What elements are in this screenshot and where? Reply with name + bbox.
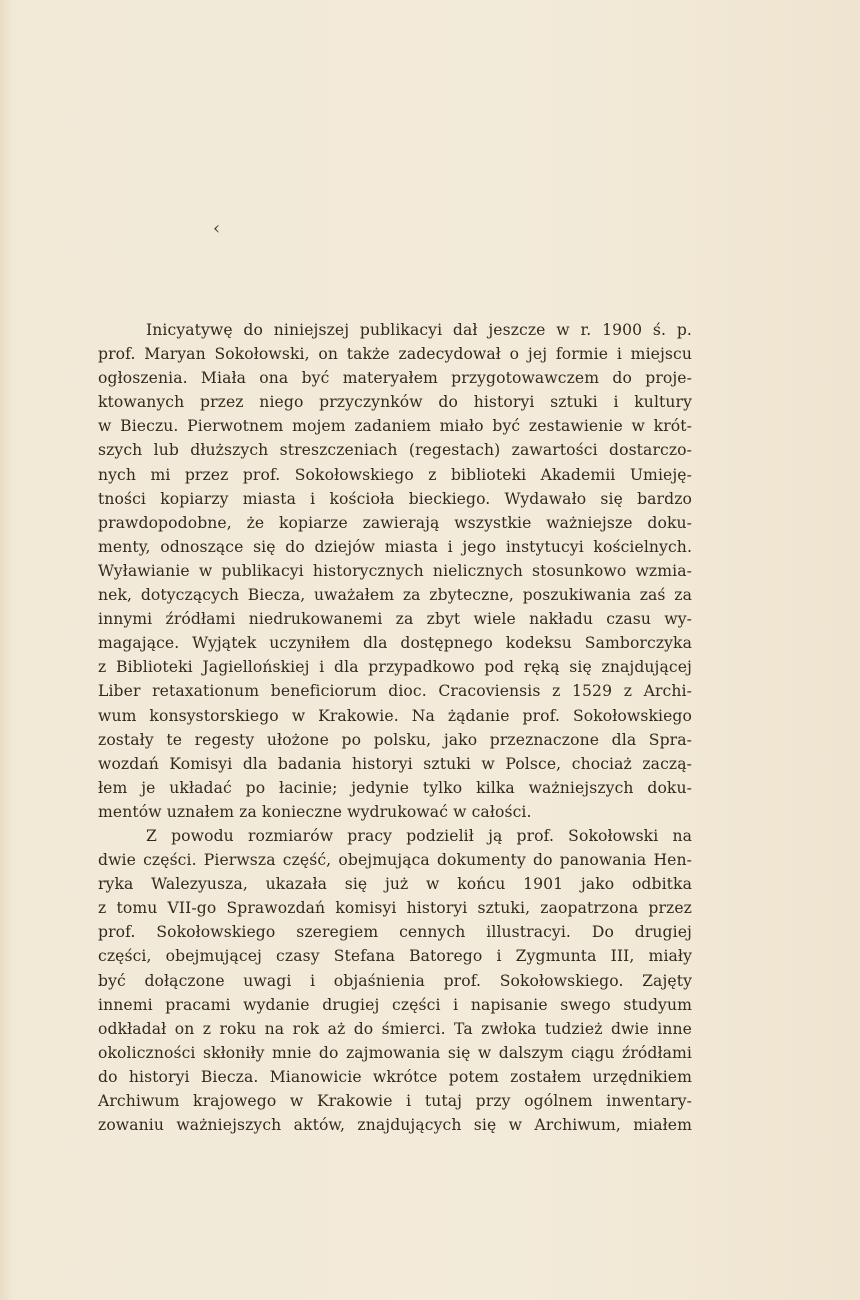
text-line: prawdopodobne, że kopiarze zawierają wszystkie ważniejsze doku- <box>98 513 692 532</box>
text-line: Liber retaxationum beneficiorum dioc. Cracoviensis z 1529 z Archi- <box>98 682 692 701</box>
text-line: innymi źródłami niedrukowanemi za zbyt wiele nakładu czasu wy- <box>98 610 692 629</box>
text-line: z Biblioteki Jagiellońskiej i dla przypadkowo pod ręką się znajdującej <box>98 658 692 677</box>
text-line: z tomu VII-go Sprawozdań komisyi historyi sztuki, zaopatrzona przez <box>98 899 692 918</box>
text-line: szych lub dłuższych streszczeniach (regestach) zawartości dostarczo- <box>98 441 692 460</box>
body-text <box>98 318 692 1137</box>
text-line: zostały te regesty ułożone po polsku, jako przeznaczone dla Spra- <box>98 730 692 749</box>
text-line: ktowanych przez niego przyczynków do historyi sztuki i kultury <box>98 393 692 412</box>
text-line: mentów uznałem za konieczne wydrukować w całości. <box>98 802 532 821</box>
text-line: Archiwum krajowego w Krakowie i tutaj przy ogólnem inwentary- <box>98 1092 692 1110</box>
text-line: Inicyatywę do niniejszej publikacyi dał jeszcze w r. 1900 ś. p. <box>146 321 692 339</box>
text-line: odkładał on z roku na rok aż do śmierci. Ta zwłoka tudzież dwie inne <box>98 1019 692 1038</box>
text-line: do historyi Biecza. Mianowicie wkrótce potem zostałem urzędnikiem <box>98 1067 692 1086</box>
marginal-mark: ‹ <box>213 218 221 239</box>
text-line: być dołączone uwagi i objaśnienia prof. Sokołowskiego. Zajęty <box>98 971 692 990</box>
text-line: innemi pracami wydanie drugiej części i napisanie swego studyum <box>98 995 692 1014</box>
text-line: tności kopiarzy miasta i kościoła bieckiego. Wydawało się bardzo <box>98 489 692 508</box>
text-line: ogłoszenia. Miała ona być materyałem przygotowawczem do proje- <box>98 369 692 388</box>
paragraph-2 <box>98 824 692 1137</box>
text-line: magające. Wyjątek uczyniłem dla dostępnego kodeksu Samborczyka <box>98 634 692 653</box>
text-line: ryka Walezyusza, ukazała się już w końcu 1901 jako odbitka <box>98 875 692 894</box>
text-line: prof. Sokołowskiego szeregiem cennych illustracyi. Do drugiej <box>98 923 692 942</box>
text-line: zowaniu ważniejszych aktów, znajdujących się w Archiwum, miałem <box>98 1116 692 1135</box>
text-line: menty, odnoszące się do dziejów miasta i jego instytucyi kościelnych. <box>98 537 692 556</box>
text-line: nych mi przez prof. Sokołowskiego z biblioteki Akademii Umieję- <box>98 465 692 484</box>
text-line: w Bieczu. Pierwotnem mojem zadaniem miało być zestawienie w krót- <box>98 417 692 436</box>
text-line: części, obejmującej czasy Stefana Batorego i Zygmunta III, miały <box>98 947 692 966</box>
text-line: prof. Maryan Sokołowski, on także zadecydował o jej formie i miejscu <box>98 345 692 364</box>
text-line: wum konsystorskiego w Krakowie. Na żądanie prof. Sokołowskiego <box>98 706 692 725</box>
text-line: Wyławianie w publikacyi historycznych nielicznych stosunkowo wzmia- <box>98 561 692 580</box>
text-line: dwie części. Pierwsza część, obejmująca dokumenty do panowania Hen- <box>98 851 692 870</box>
text-line: łem je układać po łacinie; jedynie tylko kilka ważniejszych doku- <box>98 778 692 797</box>
text-line: okoliczności skłoniły mnie do zajmowania się w dalszym ciągu źródłami <box>98 1043 692 1062</box>
text-line: wozdań Komisyi dla badania historyi sztuki w Polsce, chociaż zaczą- <box>98 754 692 773</box>
text-line: Z powodu rozmiarów pracy podzielił ją prof. Sokołowski na <box>146 826 692 845</box>
text-line: nek, dotyczących Biecza, uważałem za zbyteczne, poszukiwania zaś za <box>98 586 692 605</box>
paragraph-1 <box>98 318 692 824</box>
